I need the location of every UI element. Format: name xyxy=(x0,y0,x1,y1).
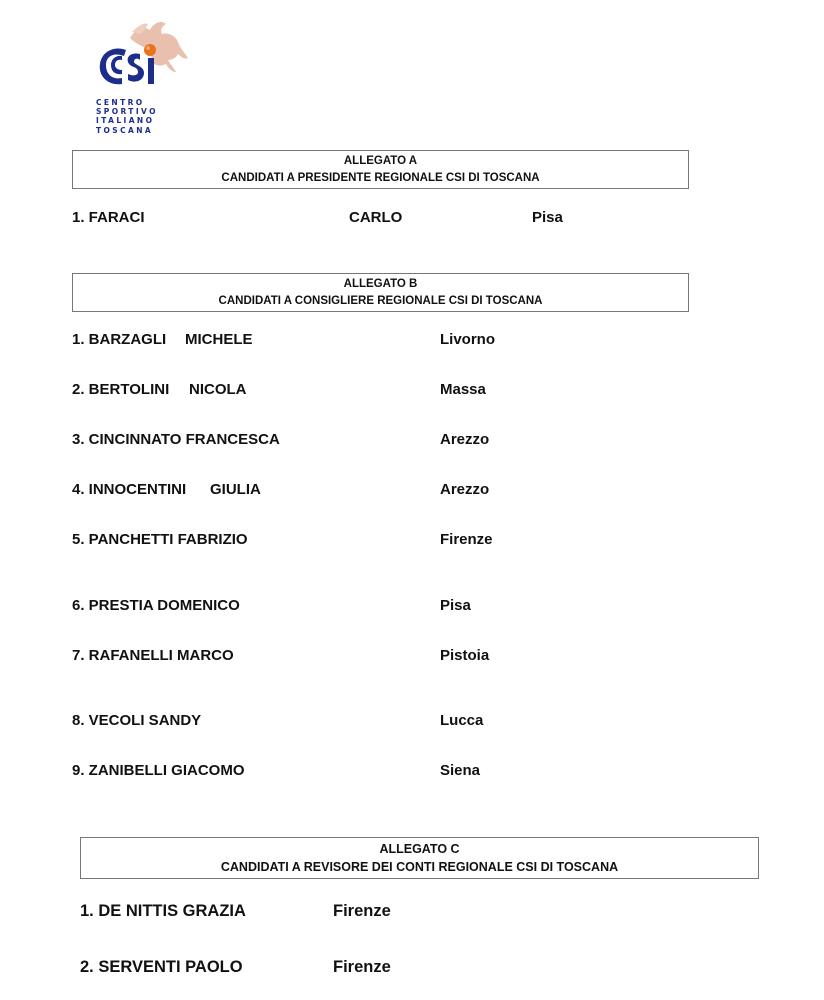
candidate-fullname: 7. RAFANELLI MARCO xyxy=(72,647,234,664)
allegato-c-subtitle: CANDIDATI A REVISORE DEI CONTI REGIONALE CSI DI TOSCANA xyxy=(220,860,619,874)
candidate-city: Pisa xyxy=(440,597,471,614)
allegato-a-header xyxy=(72,150,689,189)
candidate-city: Pistoia xyxy=(440,647,490,664)
candidate-row xyxy=(72,530,672,550)
candidate-row xyxy=(72,380,672,400)
csi-emblem-icon xyxy=(92,18,192,98)
logo-line: SPORTIVO xyxy=(96,107,158,117)
candidate-city: Arezzo xyxy=(440,481,490,498)
candidate-surname: 2. BERTOLINI xyxy=(72,381,170,398)
candidate-row xyxy=(80,957,680,977)
candidate-name: NICOLA xyxy=(189,381,247,398)
candidate-row xyxy=(72,480,672,500)
candidate-name: GIULIA xyxy=(210,481,261,498)
candidate-city: Firenze xyxy=(440,531,493,548)
candidate-row xyxy=(80,901,680,921)
candidate-city: Massa xyxy=(440,381,486,398)
csi-logo xyxy=(92,18,192,136)
candidate-city: Siena xyxy=(440,762,481,779)
allegato-b-header xyxy=(72,273,689,312)
candidate-city: Livorno xyxy=(440,331,495,348)
candidate-name: CARLO xyxy=(349,209,403,226)
candidate-surname: 1. FARACI xyxy=(72,209,145,226)
candidate-fullname: 2. SERVENTI PAOLO xyxy=(80,958,243,976)
candidate-row xyxy=(72,711,672,731)
candidate-city: Arezzo xyxy=(440,431,490,448)
candidate-row xyxy=(72,761,672,781)
logo-line: ITALIANO xyxy=(96,116,155,126)
candidate-fullname: 5. PANCHETTI FABRIZIO xyxy=(72,531,248,548)
candidate-fullname: 6. PRESTIA DOMENICO xyxy=(72,597,240,614)
logo-line: TOSCANA xyxy=(96,125,154,135)
candidate-surname: 4. INNOCENTINI xyxy=(72,481,187,498)
candidate-city: Lucca xyxy=(440,712,484,729)
logo-line: CENTRO xyxy=(96,98,145,107)
logo-text xyxy=(96,98,158,135)
candidate-fullname: 3. CINCINNATO FRANCESCA xyxy=(72,431,280,448)
candidate-city: Firenze xyxy=(333,902,391,920)
allegato-a-subtitle: CANDIDATI A PRESIDENTE REGIONALE CSI DI TOSCANA xyxy=(221,172,540,184)
allegato-c-title: ALLEGATO C xyxy=(379,842,460,856)
candidate-fullname: 8. VECOLI SANDY xyxy=(72,712,202,729)
candidate-row xyxy=(72,330,672,350)
candidate-fullname: 9. ZANIBELLI GIACOMO xyxy=(72,762,245,779)
allegato-c-header xyxy=(80,837,759,879)
allegato-a-title: ALLEGATO A xyxy=(343,155,418,167)
allegato-b-title: ALLEGATO B xyxy=(343,278,418,290)
candidate-surname: 1. BARZAGLI xyxy=(72,331,167,348)
candidate-fullname: 1. DE NITTIS GRAZIA xyxy=(80,902,246,920)
candidate-row xyxy=(72,596,672,616)
candidate-row xyxy=(72,208,672,228)
candidate-city: Firenze xyxy=(333,958,391,976)
candidate-row xyxy=(72,646,672,666)
candidate-city: Pisa xyxy=(532,209,563,226)
allegato-b-subtitle: CANDIDATI A CONSIGLIERE REGIONALE CSI DI TOSCANA xyxy=(218,295,543,307)
candidate-row xyxy=(72,430,672,450)
candidate-name: MICHELE xyxy=(185,331,253,348)
